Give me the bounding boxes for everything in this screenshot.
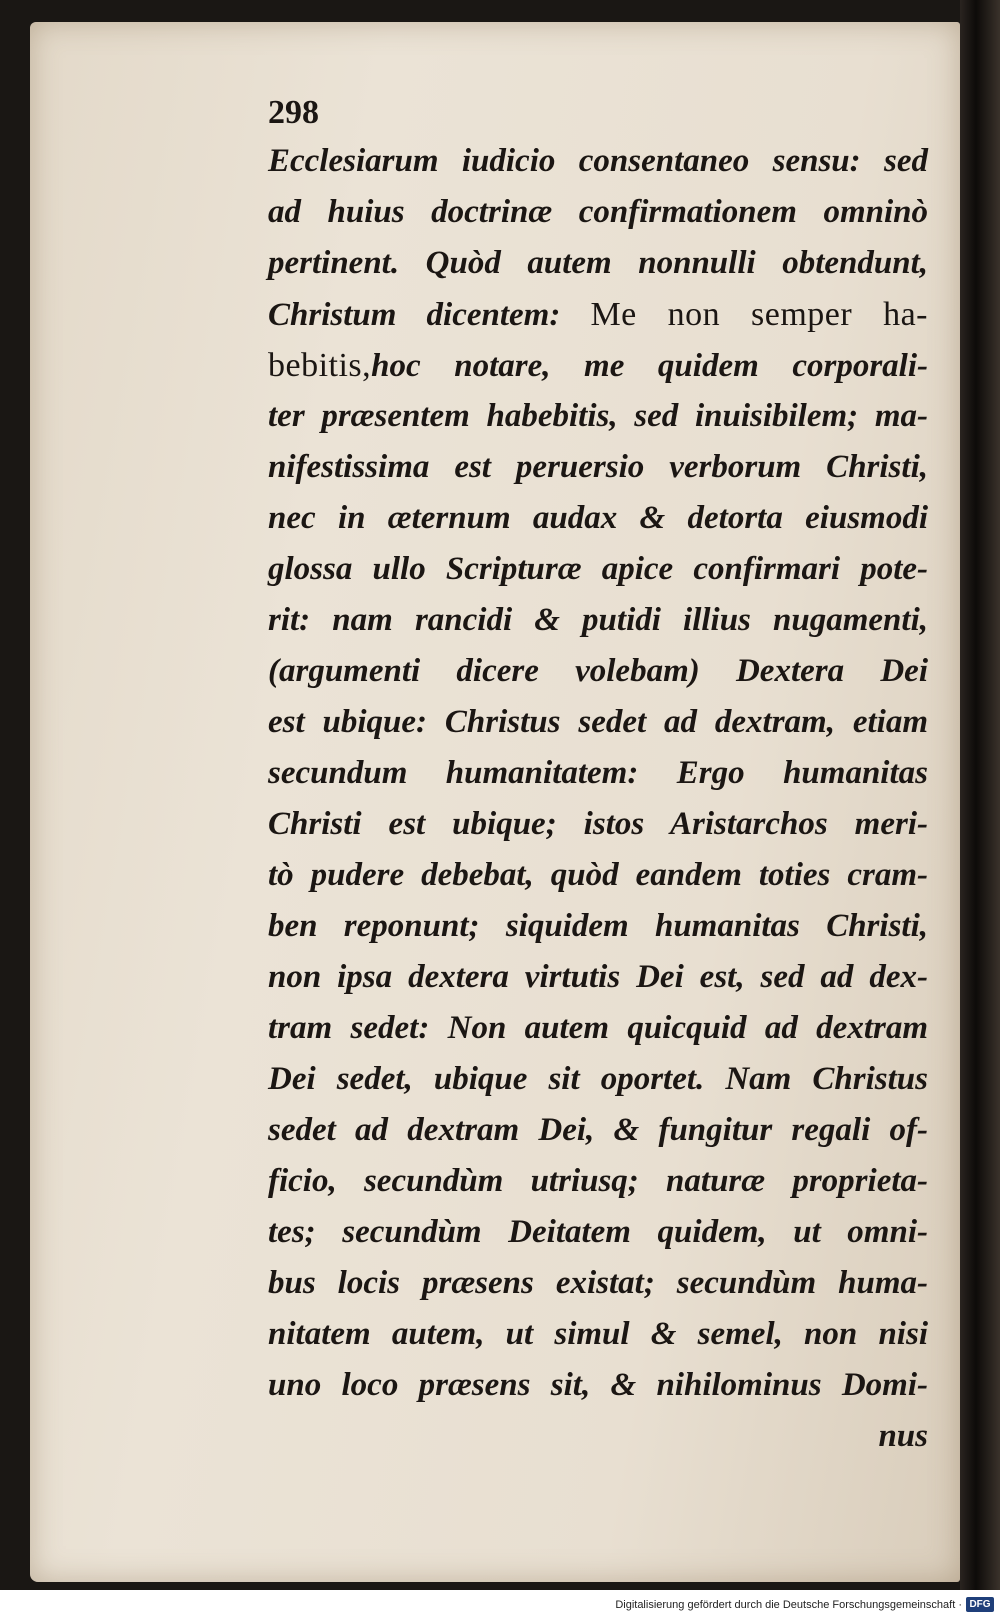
- text-line: [268, 1309, 928, 1360]
- text-segment: non ipsa dextera virtutis Dei est, sed ad dex-: [268, 959, 928, 995]
- text-line: [268, 799, 928, 850]
- text-segment: glossa ullo Scripturæ apice confirmari pote-: [268, 551, 928, 587]
- text-segment: pertinent. Quòd autem nonnulli obtendunt,: [268, 245, 928, 281]
- text-segment: sedet ad dextram Dei, & fungitur regali of-: [268, 1112, 928, 1148]
- text-segment: Christum dicentem:: [268, 297, 591, 333]
- text-line: [268, 697, 928, 748]
- text-line: [268, 1258, 928, 1309]
- text-line: [268, 544, 928, 595]
- text-line: [268, 391, 928, 442]
- page-number: 298: [268, 94, 319, 131]
- text-line: [268, 748, 928, 799]
- text-segment: Christi est ubique; istos Aristarchos meri-: [268, 806, 928, 842]
- dfg-logo-icon: DFG: [966, 1597, 994, 1612]
- text-line: [268, 238, 928, 289]
- digitization-credit: Digitalisierung gefördert durch die Deutsche Forschungsgemeinschaft ·: [615, 1599, 962, 1611]
- text-line: [268, 1003, 928, 1054]
- text-line: [268, 340, 928, 391]
- text-segment: ben reponunt; siquidem humanitas Christi,: [268, 908, 928, 944]
- text-segment: tram sedet: Non autem quicquid ad dextram: [268, 1010, 928, 1046]
- text-segment: est ubique: Christus sedet ad dextram, etiam: [268, 704, 928, 740]
- text-line: [268, 1360, 928, 1411]
- text-segment: Ecclesiarum iudicio consentaneo sensu: sed: [268, 143, 928, 179]
- text-segment: hoc notare, me quidem corporali-: [371, 348, 928, 384]
- text-line: [268, 952, 928, 1003]
- text-segment: nec in æternum audax & detorta eiusmodi: [268, 500, 928, 536]
- text-segment: ad huius doctrinæ confirmationem omninò: [268, 194, 928, 230]
- text-line: [268, 901, 928, 952]
- text-line: [268, 136, 928, 187]
- text-segment: bebitis,: [268, 347, 372, 384]
- text-segment: secundum humanitatem: Ergo humanitas: [268, 755, 928, 791]
- text-line: [268, 442, 928, 493]
- page-text-block: [268, 136, 928, 1462]
- text-segment: ter præsentem habebitis, sed inuisibilem; ma-: [268, 398, 928, 434]
- text-segment: tò pudere debebat, quòd eandem toties cram-: [268, 857, 928, 893]
- text-line: [268, 850, 928, 901]
- catchword: nus: [878, 1418, 928, 1454]
- text-line: [268, 595, 928, 646]
- text-line: [268, 289, 928, 340]
- text-line: [268, 187, 928, 238]
- book-spine: [960, 0, 1000, 1616]
- text-segment: Dei sedet, ubique sit oportet. Nam Christus: [268, 1061, 928, 1097]
- text-segment: uno loco præsens sit, & nihilominus Domi-: [268, 1367, 928, 1403]
- text-line: [268, 646, 928, 697]
- text-segment: nitatem autem, ut simul & semel, non nisi: [268, 1316, 928, 1352]
- text-segment: nifestissima est peruersio verborum Christi,: [268, 449, 928, 485]
- text-segment: ficio, secundùm utriusq; naturæ proprieta-: [268, 1163, 928, 1199]
- text-line: [268, 1054, 928, 1105]
- text-line: [268, 1156, 928, 1207]
- text-line: [268, 1207, 928, 1258]
- text-line: [268, 1105, 928, 1156]
- text-segment: Me non semper ha-: [590, 296, 928, 333]
- text-segment: (argumenti dicere volebam) Dextera Dei: [268, 653, 928, 689]
- text-line: [268, 493, 928, 544]
- text-segment: tes; secundùm Deitatem quidem, ut omni-: [268, 1214, 928, 1250]
- text-segment: rit: nam rancidi & putidi illius nugamenti,: [268, 602, 928, 638]
- text-segment: bus locis præsens existat; secundùm huma-: [268, 1265, 928, 1301]
